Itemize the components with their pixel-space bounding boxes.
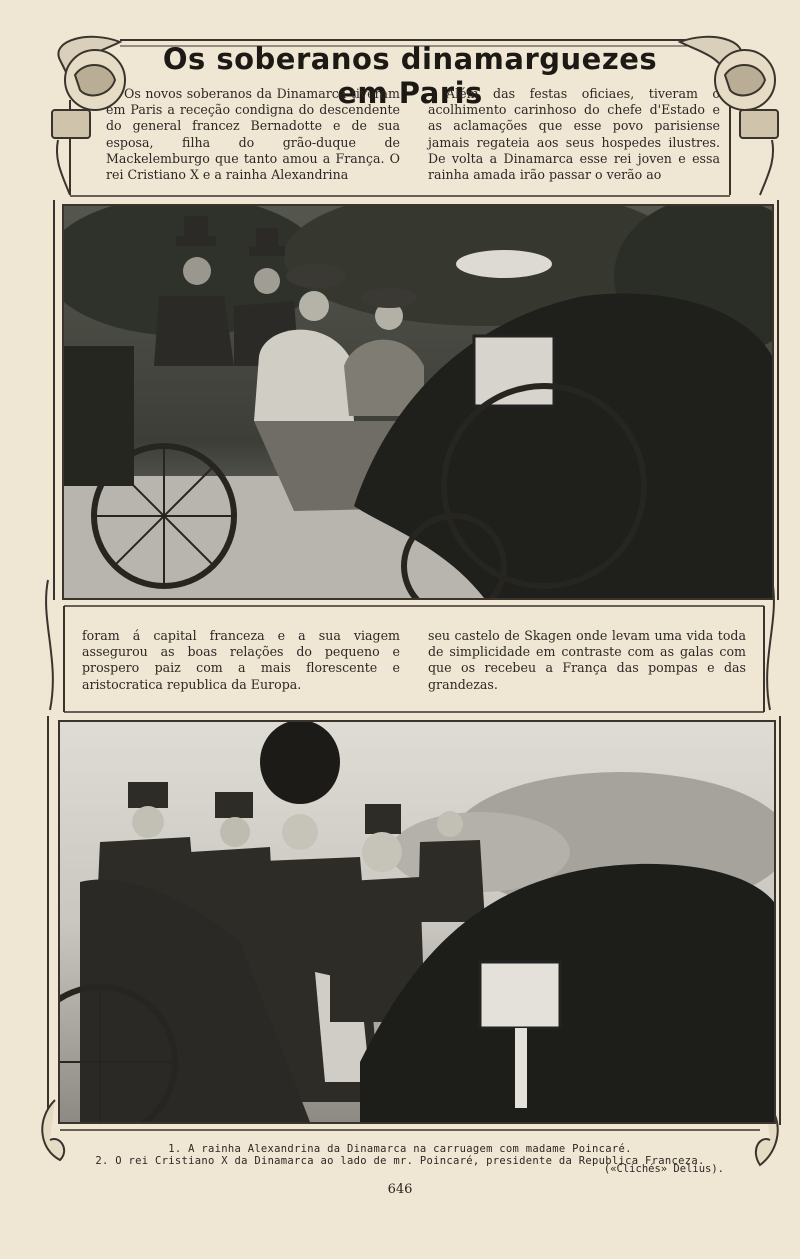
intro-right-column [428, 86, 720, 183]
intro-left-text: Os novos soberanos da Dinamarca tiveram em Paris a receção condigna do descendente do general francez Bernadotte e de sua esposa, filha do grão-duque de Mackelemburgo que tanto amou a França. O rei Cristiano X e a rainha Alexandrina [106, 86, 400, 183]
intro-right-text: Além das festas oficiaes, tiveram o acolhimento carinhoso do chefe d'Estado e as aclamações que esse povo parisiense jamais regateia aos seus hospedes ilustres. De volta a Dinamarca esse rei joven e essa rainha amada irão passar o verão ao [428, 86, 720, 183]
middle-right-text: seu castelo de Skagen onde levam uma vida toda de simplicidade em contraste com as galas com que os recebeu a França das pompas e das grandezas. [428, 628, 746, 692]
photo-credit: («Clichés» Delius). [603, 1163, 724, 1175]
caption-line-1: 1. A rainha Alexandrina da Dinamarca na carruagem com madame Poincaré. [168, 1143, 632, 1155]
middle-left-column [82, 628, 400, 693]
article-title: Os soberanos dinamarguezes em Paris [162, 42, 658, 110]
carriage-queen-photo [62, 204, 774, 600]
middle-left-text: foram á capital franceza e a sua viagem assegurou as boas relações do pequeno e prospero paiz com a mais florescente e aristocratica republica da Europa. [82, 628, 400, 692]
page-number: 646 [387, 1182, 413, 1197]
middle-right-column [428, 628, 746, 693]
carriage-king-photo [58, 720, 776, 1124]
caption-line-2: 2. O rei Cristiano X da Dinamarca ao lado de mr. Poincaré, presidente da Republica Franceza. [95, 1155, 705, 1167]
intro-left-column [106, 86, 400, 183]
